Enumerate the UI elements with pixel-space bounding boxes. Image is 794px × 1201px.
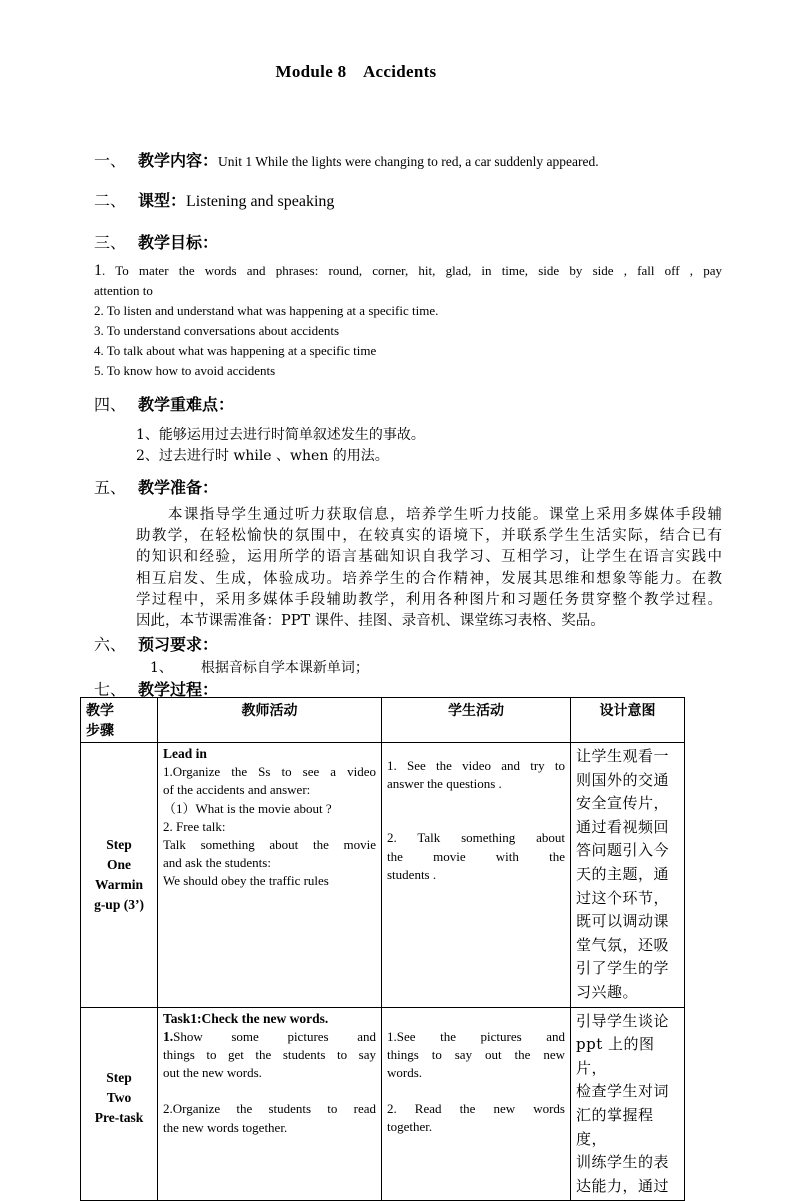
title-name: Accidents	[362, 62, 437, 81]
section-text: Listening and speaking	[186, 193, 335, 210]
step-cell: Step Two Pre-task	[81, 1007, 158, 1201]
header-step: 教学 步骤	[81, 698, 158, 743]
objectives-list	[94, 261, 722, 381]
table-row	[81, 1007, 685, 1201]
section-number: 四、	[94, 395, 127, 414]
table-header-row	[81, 698, 685, 743]
section-label: 教学内容：	[138, 151, 219, 170]
table-row	[81, 743, 685, 1008]
preview-item: 1、 根据音标自学本课新单词；	[150, 660, 369, 676]
section-preview	[94, 632, 218, 655]
section-label: 教学准备：	[138, 478, 219, 497]
section-label: 教学重难点：	[138, 395, 235, 414]
keypoint-item: 2、过去进行时 while 、when 的用法。	[136, 448, 389, 464]
objective-item: 2. To listen and understand what was happening at a specific time.	[94, 303, 439, 318]
preparation-paragraph: 本课指导学生通过听力获取信息，培养学生听力技能。课堂上采用多媒体手段辅 助教学，在轻松愉快的氛围中，在较真实的语境下，并联系学生生活实际，结合已有 的知识和经验，运用所学的语言基础知识自我学习、互相学习，让学生在语言实践中 相互启发、生成，体验成功。培养学生的合作精神，发展其思维和想象等能力。在教 学过程中，采用多媒体手段辅助教学，利用各种图片和习题任务贯穿整个教学过程。 因此，本节课需准备：PPT 课件、挂图、录音机、课堂练习表格、奖品。	[136, 507, 722, 630]
section-label: 预习要求：	[138, 635, 219, 654]
section-preparation	[94, 475, 218, 498]
section-content	[94, 148, 599, 171]
procedure-table	[80, 697, 685, 1201]
section-number: 三、	[94, 233, 127, 252]
objective-item: 5. To know how to avoid accidents	[94, 363, 276, 378]
section-number: 一、	[94, 151, 127, 170]
section-text: Unit 1 While the lights were changing to red, a car suddenly appeared.	[218, 154, 599, 169]
design-intent-cell: 让学生观看一 则国外的交通 安全宣传片， 通过看视频回 答问题引入今 天的主题，通 过这个环节， 既可以调动课 堂气氛，还吸 引了学生的学 习兴趣。	[571, 743, 685, 1008]
section-label: 教学目标：	[138, 233, 219, 252]
student-activity-cell: 1. See the video and try to answer the questions . 2. Talk something about the movie with the students .	[382, 743, 571, 1008]
design-intent-cell: 引导学生谈论 ppt 上的图片， 检查学生对词 汇的掌握程度， 训练学生的表 达能力，通过	[571, 1007, 685, 1201]
teacher-activity-cell: Task1:Check the new words. 1.Show some pictures and things to get the students to say out the new words. 2.Organize the students to read the new words together.	[158, 1007, 382, 1201]
objective-item: 4. To talk about what was happening at a specific time	[94, 343, 377, 358]
step-cell: Step One Warmin g-up (3’)	[81, 743, 158, 1008]
section-number: 二、	[94, 191, 127, 210]
section-label: 课型：	[138, 191, 187, 210]
student-activity-cell: 1.See the pictures and things to say out the new words. 2. Read the new words together.	[382, 1007, 571, 1201]
objective-item-continued: attention to	[94, 283, 153, 298]
section-keypoints	[94, 392, 234, 415]
section-label: 教学过程：	[138, 680, 219, 699]
section-objectives	[94, 230, 218, 253]
objective-item: 1. To mater the words and phrases: round, corner, hit, glad, in time, side by side , fall off , pay	[94, 262, 722, 279]
section-number: 六、	[94, 635, 127, 654]
section-number: 七、	[94, 680, 127, 699]
header-student: 学生活动	[382, 698, 571, 743]
section-lesson-type	[94, 188, 334, 211]
teacher-activity-cell: Lead in 1.Organize the Ss to see a video of the accidents and answer: （1）What is the movie about ? 2. Free talk: Talk something about the movie and ask the students: We should obey the traffic rules	[158, 743, 382, 1008]
objective-item: 3. To understand conversations about accidents	[94, 323, 340, 338]
header-design: 设计意图	[571, 698, 685, 743]
header-teacher: 教师活动	[158, 698, 382, 743]
keypoint-item: 1、能够运用过去进行时简单叙述发生的事故。	[136, 427, 425, 443]
title-module: Module 8	[275, 62, 347, 81]
section-number: 五、	[94, 478, 127, 497]
page-title	[0, 62, 712, 82]
